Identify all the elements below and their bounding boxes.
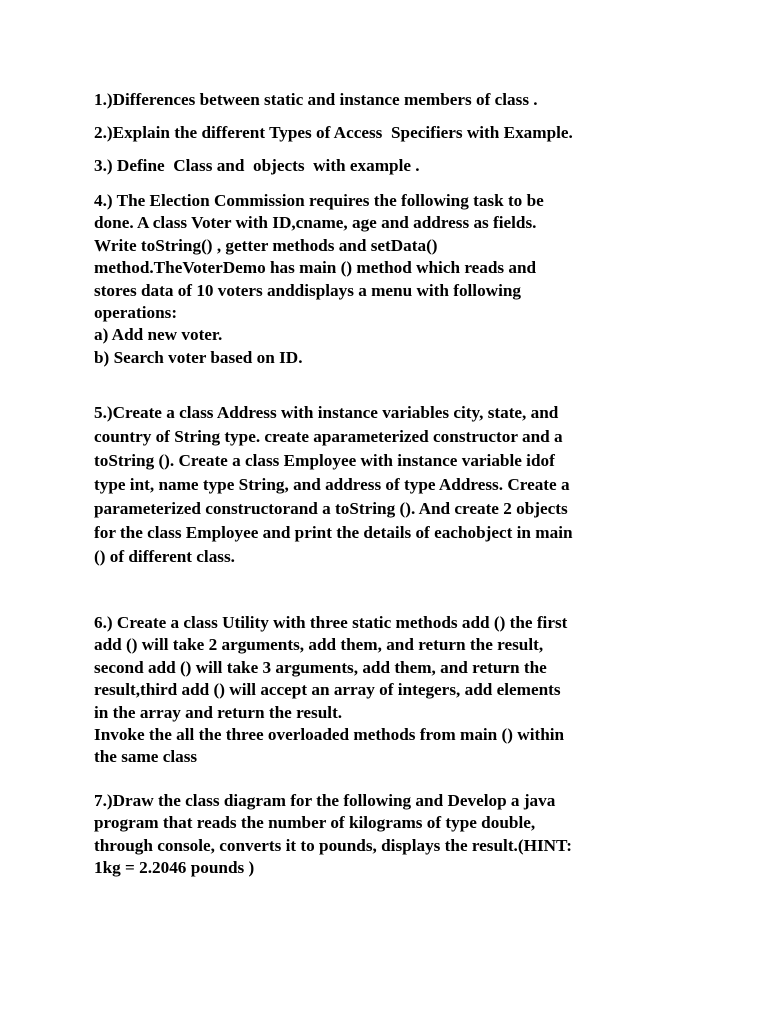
question-line: add () will take 2 arguments, add them, and return the result,: [94, 635, 544, 655]
question-line: Write toString() , getter methods and setData(): [94, 235, 438, 255]
question-line: 1.)Differences between static and instance members of class .: [94, 90, 538, 109]
question-6: [94, 612, 694, 769]
question-line: 6.) Create a class Utility with three static methods add () the first: [94, 613, 568, 632]
question-line: country of String type. create aparameterized constructor and a: [94, 427, 563, 446]
question-4: [94, 190, 694, 369]
question-line: for the class Employee and print the details of eachobject in main: [94, 523, 573, 542]
question-line: 1kg = 2.2046 pounds ): [94, 858, 255, 878]
question-line: in the array and return the result.: [94, 702, 343, 722]
question-7: [94, 790, 694, 880]
question-line: done. A class Voter with ID,cname, age and address as fields.: [94, 213, 537, 233]
question-line: second add () will take 3 arguments, add them, and return the: [94, 657, 547, 677]
question-2: [94, 122, 694, 144]
question-line: result,third add () will accept an array of integers, add elements: [94, 680, 561, 700]
question-line: 3.) Define Class and objects with example .: [94, 156, 420, 175]
question-line: method.TheVoterDemo has main () method which reads and: [94, 258, 537, 278]
question-line: b) Search voter based on ID.: [94, 347, 303, 367]
question-line: Invoke the all the three overloaded methods from main () within: [94, 725, 565, 745]
question-3: [94, 155, 694, 177]
question-line: 4.) The Election Commission requires the following task to be: [94, 191, 544, 210]
question-line: 7.)Draw the class diagram for the following and Develop a java: [94, 791, 556, 810]
question-line: the same class: [94, 747, 198, 767]
question-line: a) Add new voter.: [94, 325, 223, 345]
question-line: 2.)Explain the different Types of Access Specifiers with Example.: [94, 123, 573, 142]
question-line: toString (). Create a class Employee with instance variable idof: [94, 451, 555, 470]
question-line: operations:: [94, 303, 178, 323]
question-line: parameterized constructorand a toString (). And create 2 objects: [94, 499, 568, 518]
question-line: 5.)Create a class Address with instance variables city, state, and: [94, 403, 559, 422]
question-line: through console, converts it to pounds, displays the result.(HINT:: [94, 835, 572, 855]
question-line: () of different class.: [94, 547, 235, 566]
question-1: [94, 89, 694, 111]
question-line: program that reads the number of kilograms of type double,: [94, 813, 536, 833]
question-line: stores data of 10 voters anddisplays a menu with following: [94, 280, 522, 300]
question-5: [94, 401, 694, 569]
question-line: type int, name type String, and address of type Address. Create a: [94, 475, 570, 494]
